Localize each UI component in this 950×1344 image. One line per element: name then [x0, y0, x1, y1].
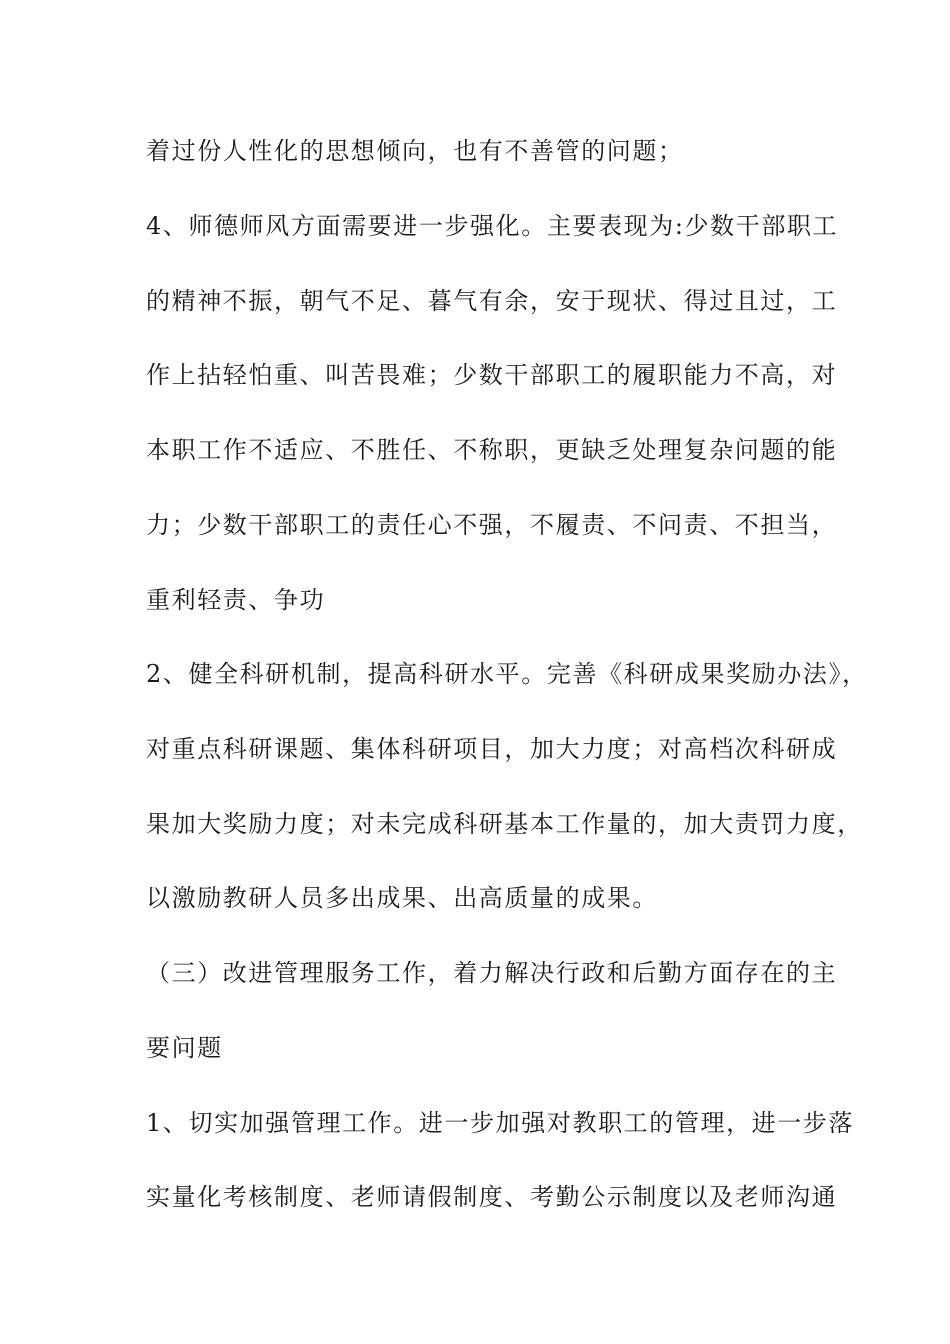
- text-line: 4、师德师风方面需要进一步强化。主要表现为:少数干部职工: [146, 212, 839, 240]
- text-line: 的精神不振，朝气不足、暮气有余，安于现状、得过且过，工: [146, 287, 838, 315]
- text-line: 2、健全科研机制，提高科研水平。完善《科研成果奖励办法》，: [146, 660, 868, 688]
- text-line: 以激励教研人员多出成果、出高质量的成果。: [146, 884, 658, 912]
- text-line: 1、切实加强管理工作。进一步加强对教职工的管理，进一步落: [146, 1109, 855, 1137]
- section-heading: （三）改进管理服务工作，着力解决行政和后勤方面存在的主: [146, 959, 838, 987]
- text-line: 果加大奖励力度；对未完成科研基本工作量的，加大责罚力度，: [146, 810, 863, 838]
- text-line: 作上拈轻怕重、叫苦畏难；少数干部职工的履职能力不高，对: [146, 361, 838, 389]
- text-line: 着过份人性化的思想倾向，也有不善管的问题；: [146, 137, 684, 165]
- text-line: 对重点科研课题、集体科研项目，加大力度；对高档次科研成: [146, 735, 838, 763]
- text-line: 实量化考核制度、老师请假制度、考勤公示制度以及老师沟通: [146, 1183, 838, 1211]
- text-line: 重利轻责、争功: [146, 586, 326, 614]
- section-heading-continuation: 要问题: [146, 1034, 223, 1062]
- text-line: 力；少数干部职工的责任心不强，不履责、不问责、不担当，: [146, 511, 838, 539]
- text-line: 本职工作不适应、不胜任、不称职，更缺乏处理复杂问题的能: [146, 436, 838, 464]
